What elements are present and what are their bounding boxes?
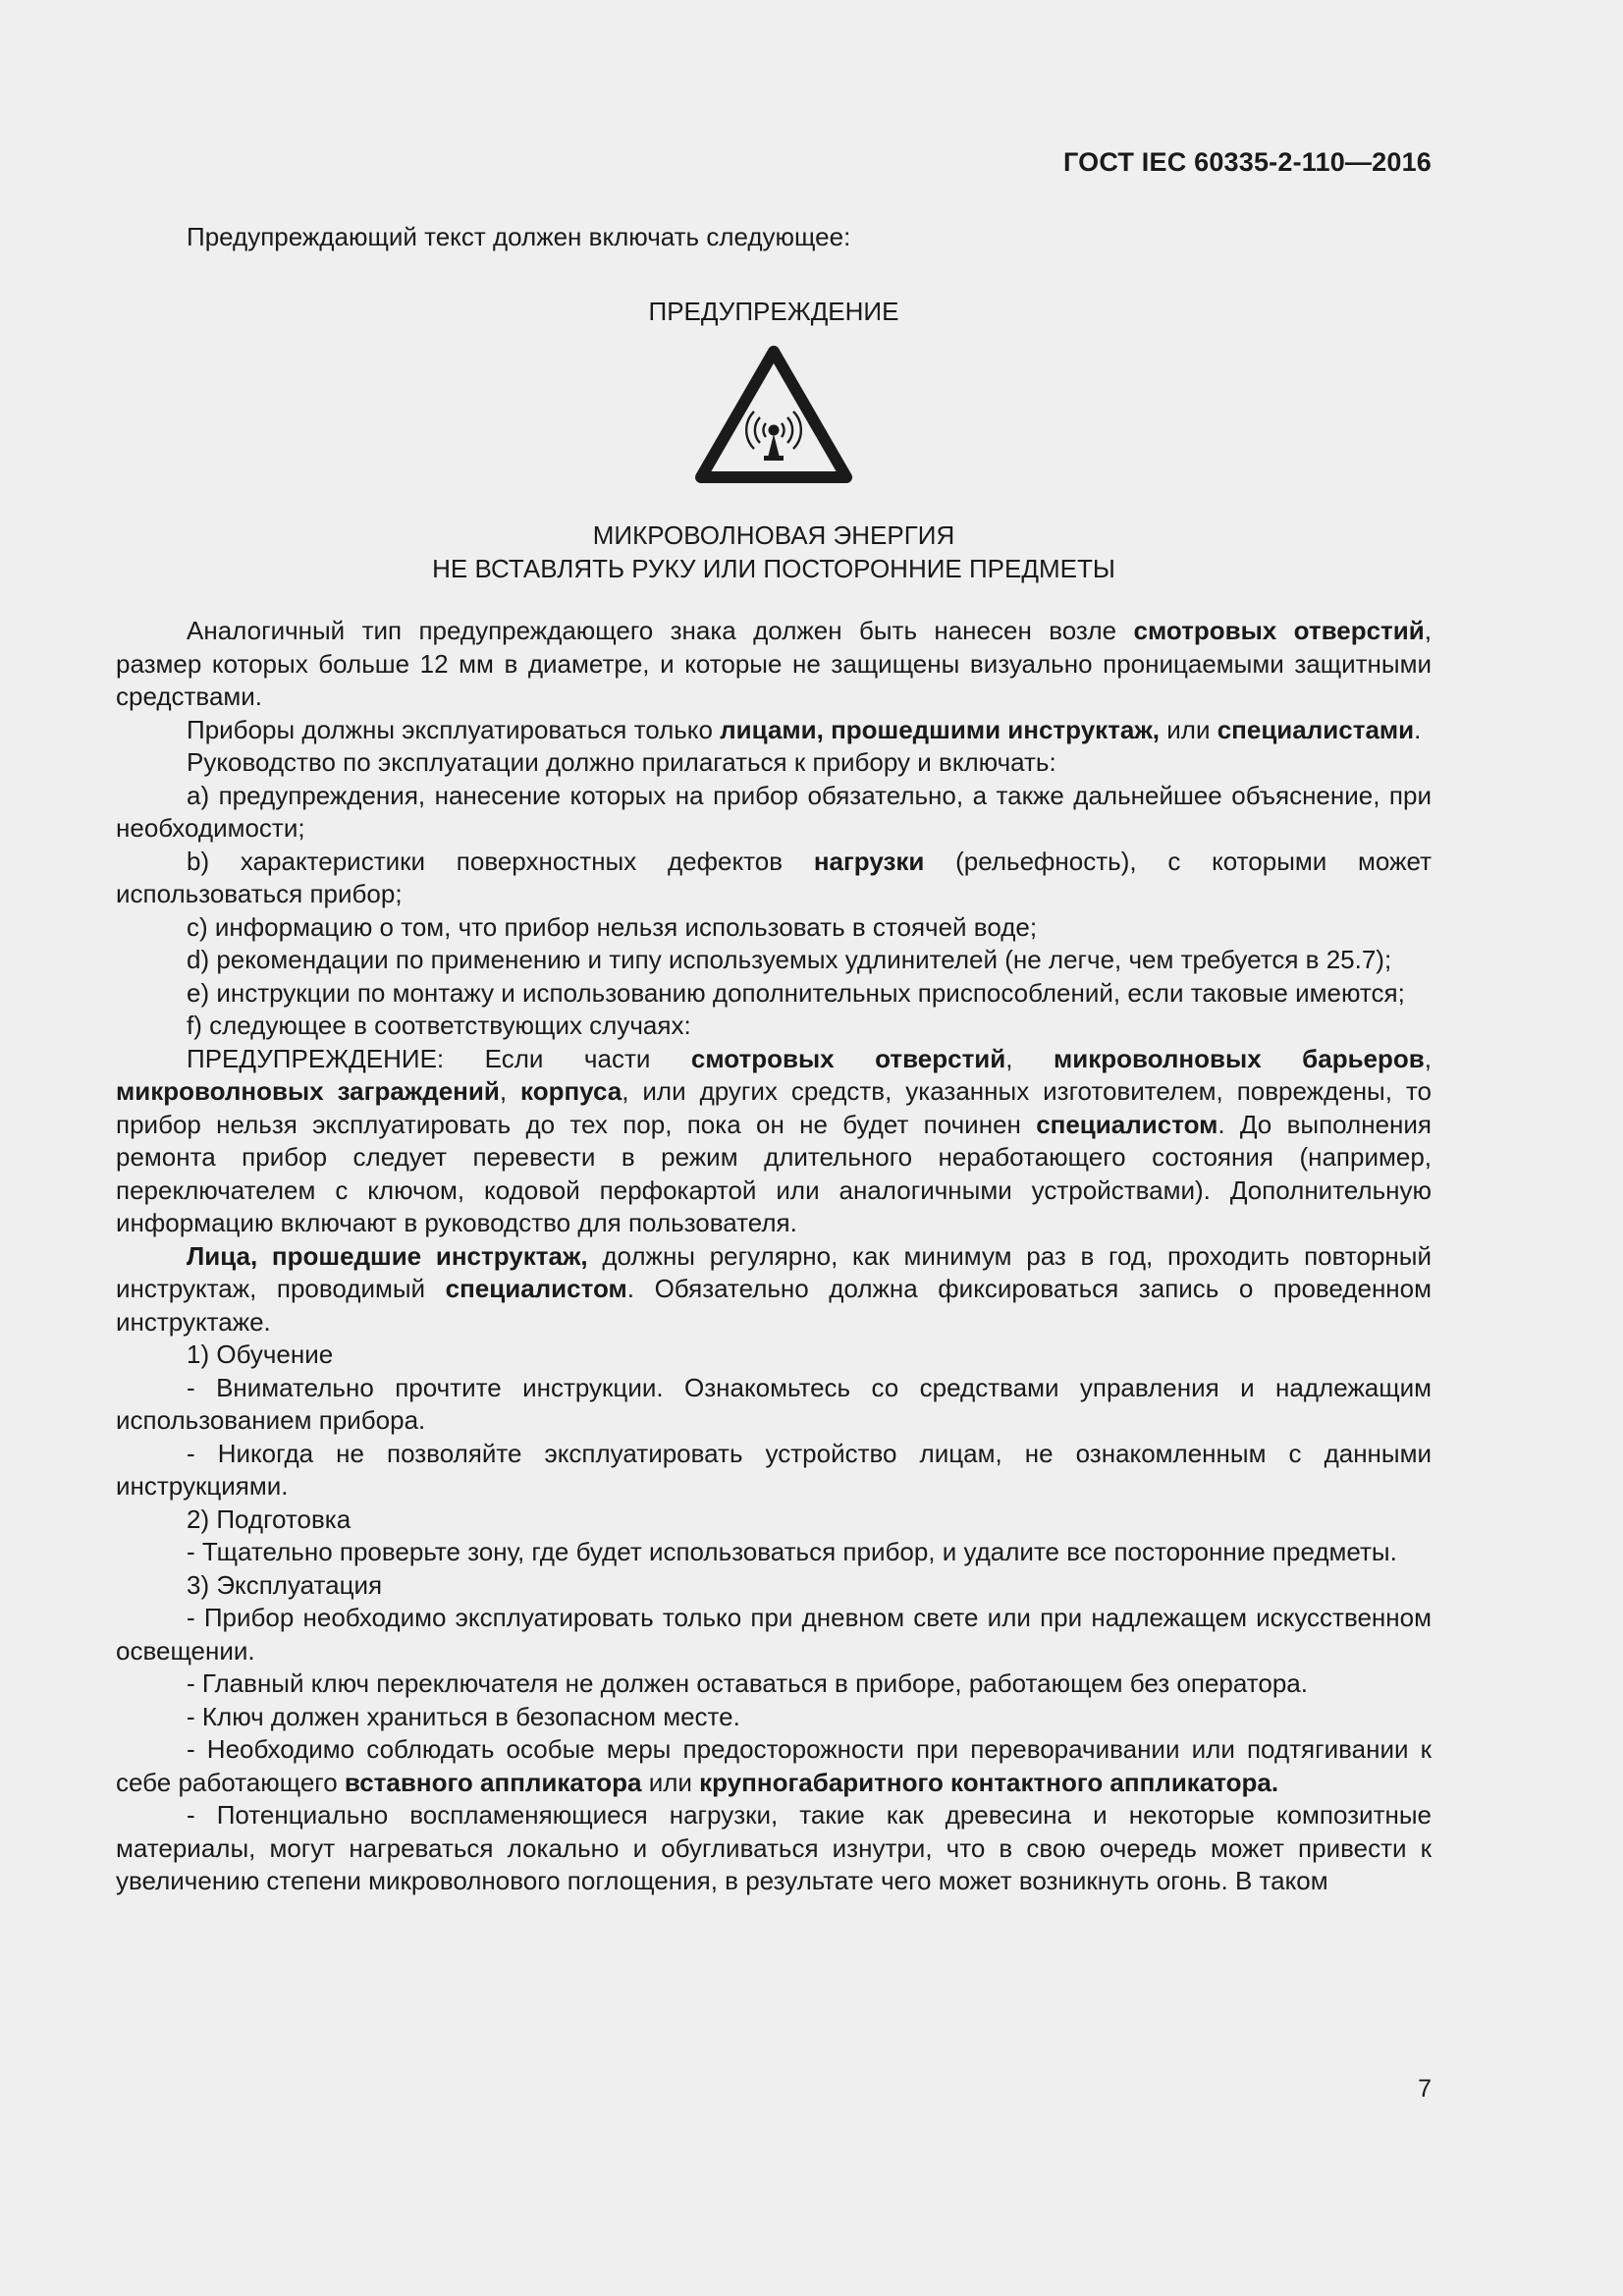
list-item-c: c) информацию о том, что прибор нельзя использовать в стоячей воде; [187,911,1038,942]
paragraph-warning: ПРЕДУПРЕЖДЕНИЕ: Если части смотровых отверстий, микроволновых барьеров, микроволновых заграждений, корпуса, или других средств, указанных изготовителем, повреждены, то прибор нельзя эксплуатировать до тех пор, пока он не будет починен специалистом. До выполнения ремонта прибор следует перевести в режим длительного неработающего состояния (например, переключателем с ключом, кодовой перфокартой или аналогичными устройствами). Дополнительную информацию включают в руководство для пользователя. [116,1043,1433,1237]
operation-item-4: - Необходимо соблюдать особые меры предосторожности при переворачивании или подтягивании к себе работающего вставного аппликатора или крупногабаритного контактного аппликатора. [116,1734,1432,1797]
training-item-1: - Внимательно прочтите инструкции. Ознакомьтесь со средствами управления и надлежащим использованием прибора. [116,1372,1432,1435]
list-item-e: e) инструкции по монтажу и использованию дополнительных приспособлений, если таковые имеются; [187,977,1405,1008]
section-preparation-title: 2) Подготовка [187,1503,352,1534]
operation-item-5: - Потенциально воспламеняющиеся нагрузки, такие как древесина и некоторые композитные материалы, могут нагреваться локально и обугливаться изнутри, что в свою очередь может привести к увеличению степени микроволнового поглощения, в результате чего может возникнуть огонь. В таком [116,1800,1432,1895]
non-ionizing-radiation-warning-icon [695,346,852,485]
preparation-item-1: - Тщательно проверьте зону, где будет использоваться прибор, и удалите все посторонние предметы. [187,1537,1397,1566]
warning-caption [116,519,1432,585]
paragraph-sign-placement: Аналогичный тип предупреждающего знака должен быть нанесен возле смотровых отверстий, размер которых больше 12 мм в диаметре, и которые не защищены визуально проницаемыми защитными средствами. [116,616,1432,711]
operation-item-1: - Прибор необходимо эксплуатировать только при дневном свете или при надлежащем искусственном освещении. [116,1603,1432,1666]
page-number: 7 [1418,2075,1432,2103]
intro-text: Предупреждающий текст должен включать следующее: [187,222,851,251]
warning-sign [116,346,1432,485]
section-training-title: 1) Обучение [187,1339,334,1369]
list-item-b: b) характеристики поверхностных дефектов нагрузки (рельефность), с которыми может использоваться прибор; [116,846,1432,908]
paragraph-trained-persons: Лица, прошедшие инструктаж, должны регулярно, как минимум раз в год, проходить повторный инструктаж, проводимый специалистом. Обязательно должна фиксироваться запись о проведенном инструктаже. [116,1240,1432,1337]
caption-line-1: МИКРОВОЛНОВАЯ ЭНЕРГИЯ [592,520,955,550]
caption-line-2: НЕ ВСТАВЛЯТЬ РУКУ ИЛИ ПОСТОРОННИЕ ПРЕДМЕТЫ [432,554,1115,583]
training-item-2: - Никогда не позволяйте эксплуатировать устройство лицам, не ознакомленным с данными инструкциями. [116,1438,1432,1501]
list-item-f: f) следующее в соответствующих случаях: [187,1011,691,1040]
operation-item-3: - Ключ должен храниться в безопасном месте. [187,1701,740,1731]
warning-heading: ПРЕДУПРЕЖДЕНИЕ [648,296,899,326]
section-operation-title: 3) Эксплуатация [187,1569,383,1600]
paragraph-operators: Приборы должны эксплуатироваться только лицами, прошедшими инструктаж, или специалистами. [187,714,1422,744]
list-item-a: a) предупреждения, нанесение которых на прибор обязательно, а также дальнейшее объяснение, при необходимости; [116,780,1432,843]
list-item-d: d) рекомендации по применению и типу используемых удлинителей (не легче, чем требуется в 25.7); [187,945,1392,974]
operation-item-2: - Главный ключ переключателя не должен оставаться в приборе, работающем без оператора. [187,1668,1308,1698]
paragraph-manual: Руководство по эксплуатации должно прилагаться к прибору и включать: [187,747,1056,777]
body-text [116,615,1432,1898]
page-content [116,221,1432,1898]
document-header: ГОСТ IEC 60335-2-110—2016 [1063,147,1432,177]
